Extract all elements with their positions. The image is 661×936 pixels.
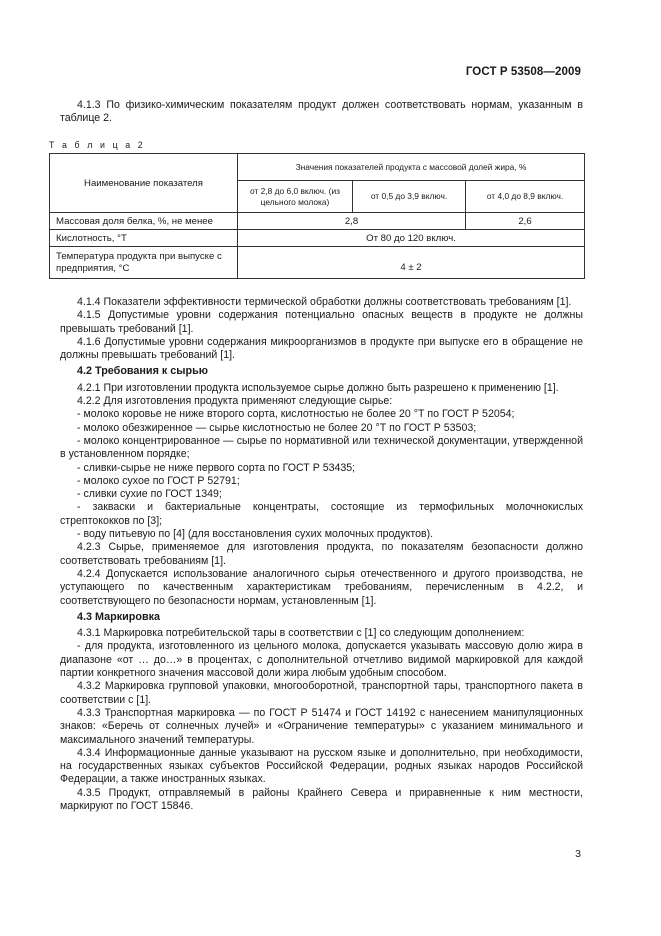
row-name: Температура продукта при выпуске с предприятия, °С <box>50 247 238 279</box>
paragraph-4-1-6: 4.1.6 Допустимые уровни содержания микроорганизмов в продукте при выпуске его в обращение не должны превышать требований [1]. <box>60 335 583 362</box>
section-heading-4-2: 4.2 Требования к сырью <box>77 365 208 378</box>
section-heading-4-3: 4.3 Маркировка <box>77 610 161 623</box>
list-item: - для продукта, изготовленного из цельного молока, допускается указывать массовую долю жира в диапазоне «от … до…» в процентах, с дополнительной отчетливо видимой маркировкой для каждой партии конкретного значения массовой доли жира любым удобным способом. <box>60 640 583 680</box>
intro-block <box>60 99 583 126</box>
list-item: - сливки сухие по ГОСТ 1349; <box>77 488 222 501</box>
document-id: ГОСТ Р 53508—2009 <box>465 66 581 78</box>
table-caption: Т а б л и ц а 2 <box>49 140 146 150</box>
group-header: Значения показателей продукта с массовой долей жира, % <box>238 154 585 181</box>
paragraph-4-3-2: 4.3.2 Маркировка групповой упаковки, многооборотной, транспортной тары, транспортного пакета в соответствии с [1]. <box>60 680 583 706</box>
table-row <box>50 230 585 247</box>
list-item: - воду питьевую по [4] (для восстановления сухих молочных продуктов). <box>77 528 434 541</box>
table-row <box>50 247 585 279</box>
row-value: 2,8 <box>238 213 466 230</box>
paragraph-4-1-5: 4.1.5 Допустимые уровни содержания потенциально опасных веществ в продукте не должны превышать требований [1]. <box>60 309 583 335</box>
list-item: - молоко сухое по ГОСТ Р 52791; <box>77 474 240 487</box>
paragraph-4-2-1: 4.2.1 При изготовлении продукта используемое сырье должно быть разрешено к применению [1]. <box>77 381 559 394</box>
list-item: - молоко коровье не ниже второго сорта, кислотностью не более 20 °Т по ГОСТ Р 52054; <box>77 408 515 421</box>
paragraph-4-1-3: 4.1.3 По физико-химическим показателям продукт должен соответствовать нормам, указанным в таблице 2. <box>60 99 583 125</box>
page-number: 3 <box>575 848 581 860</box>
paragraph-4-3-5: 4.3.5 Продукт, отправляемый в районы Крайнего Севера и приравненные к ним местности, маркируют по ГОСТ 15846. <box>60 786 583 812</box>
body-block <box>60 296 583 813</box>
row-value: 2,6 <box>466 213 585 230</box>
paragraph-4-2-4: 4.2.4 Допускается использование аналогичного сырья отечественного и другого производства, не уступающего по качественным характеристикам требованиям, перечисленным в 4.2.2, и соответствующего по безопасности нормам, установленным [1]. <box>60 567 583 607</box>
table-2 <box>49 153 585 279</box>
list-item: - закваски и бактериальные концентраты, состоящие из термофильных молочнокислых стрептококков по [3]; <box>60 501 583 527</box>
table-header-row <box>50 154 585 181</box>
subheader-1: от 2,8 до 6,0 включ. (из цельного молока) <box>238 181 353 213</box>
list-item: - молоко обезжиренное — сырье кислотностью не более 20 °Т по ГОСТ Р 53503; <box>77 421 477 434</box>
paragraph-4-1-4: 4.1.4 Показатели эффективности термической обработки должны соответствовать требованиям [1]. <box>77 296 572 308</box>
col-name-header: Наименование показателя <box>50 154 238 213</box>
subheader-3: от 4,0 до 8,9 включ. <box>466 181 585 213</box>
paragraph-4-2-2: 4.2.2 Для изготовления продукта применяют следующие сырье: <box>77 395 393 408</box>
row-name: Кислотность, °Т <box>50 230 238 247</box>
row-value: От 80 до 120 включ. <box>238 230 585 247</box>
paragraph-4-3-1: 4.3.1 Маркировка потребительской тары в соответствии с [1] со следующим дополнением: <box>77 627 525 640</box>
paragraph-4-3-4: 4.3.4 Информационные данные указывают на русском языке и дополнительно, при необходимости, на государственных языках субъектов Российской Федерации, родных языках народов Российской Федерации, а также иностранных языках. <box>60 746 583 786</box>
row-value: 4 ± 2 <box>238 247 585 279</box>
subheader-2: от 0,5 до 3,9 включ. <box>353 181 466 213</box>
list-item: - сливки-сырье не ниже первого сорта по ГОСТ Р 53435; <box>77 461 356 474</box>
paragraph-4-2-3: 4.2.3 Сырье, применяемое для изготовления продукта, по показателям безопасности должно соответствовать требованиям [1]. <box>60 541 583 567</box>
table-row <box>50 213 585 230</box>
paragraph-4-3-3: 4.3.3 Транспортная маркировка — по ГОСТ Р 51474 и ГОСТ 14192 с нанесением манипуляционных знаков: «Беречь от солнечных лучей» и «Ограничение температуры» с указанием минимального и максимального значений температуры. <box>60 706 583 746</box>
row-name: Массовая доля белка, %, не менее <box>50 213 238 230</box>
list-item: - молоко концентрированное — сырье по нормативной или технической документации, утвержденной в установленном порядке; <box>60 434 583 461</box>
